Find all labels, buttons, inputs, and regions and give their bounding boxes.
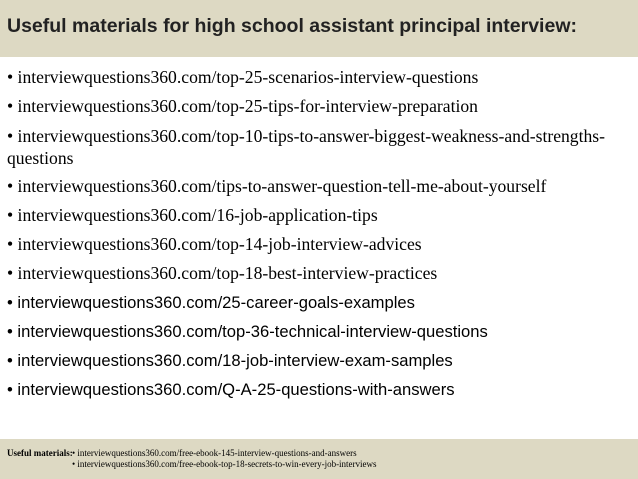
- list-item[interactable]: • interviewquestions360.com/tips-to-answer-question-tell-me-about-yourself: [7, 176, 547, 196]
- list-item[interactable]: • interviewquestions360.com/25-career-goals-examples: [7, 293, 415, 312]
- materials-list: [7, 63, 631, 404]
- list-item[interactable]: • interviewquestions360.com/top-25-tips-for-interview-preparation: [7, 96, 478, 116]
- slide-title: Useful materials for high school assistant principal interview:: [7, 15, 577, 37]
- list-item[interactable]: • interviewquestions360.com/Q-A-25-questions-with-answers: [7, 380, 455, 399]
- list-item[interactable]: • interviewquestions360.com/top-18-best-interview-practices: [7, 263, 438, 283]
- list-item[interactable]: • interviewquestions360.com/top-36-technical-interview-questions: [7, 322, 488, 341]
- slide-footer: [0, 439, 638, 479]
- slide-header: [0, 0, 638, 57]
- footer-label: Useful materials:: [7, 448, 73, 458]
- list-item[interactable]: • interviewquestions360.com/top-10-tips-to-answer-biggest-weakness-and-strengths-questions: [7, 126, 605, 168]
- list-item[interactable]: • interviewquestions360.com/top-14-job-interview-advices: [7, 234, 422, 254]
- footer-link[interactable]: • interviewquestions360.com/free-ebook-top-18-secrets-to-win-every-job-interviews: [72, 458, 377, 469]
- list-item[interactable]: • interviewquestions360.com/18-job-interview-exam-samples: [7, 351, 453, 370]
- list-item[interactable]: • interviewquestions360.com/top-25-scenarios-interview-questions: [7, 67, 479, 87]
- footer-links: [72, 448, 377, 469]
- list-item[interactable]: • interviewquestions360.com/16-job-application-tips: [7, 205, 378, 225]
- footer-link[interactable]: • interviewquestions360.com/free-ebook-145-interview-questions-and-answers: [72, 448, 357, 458]
